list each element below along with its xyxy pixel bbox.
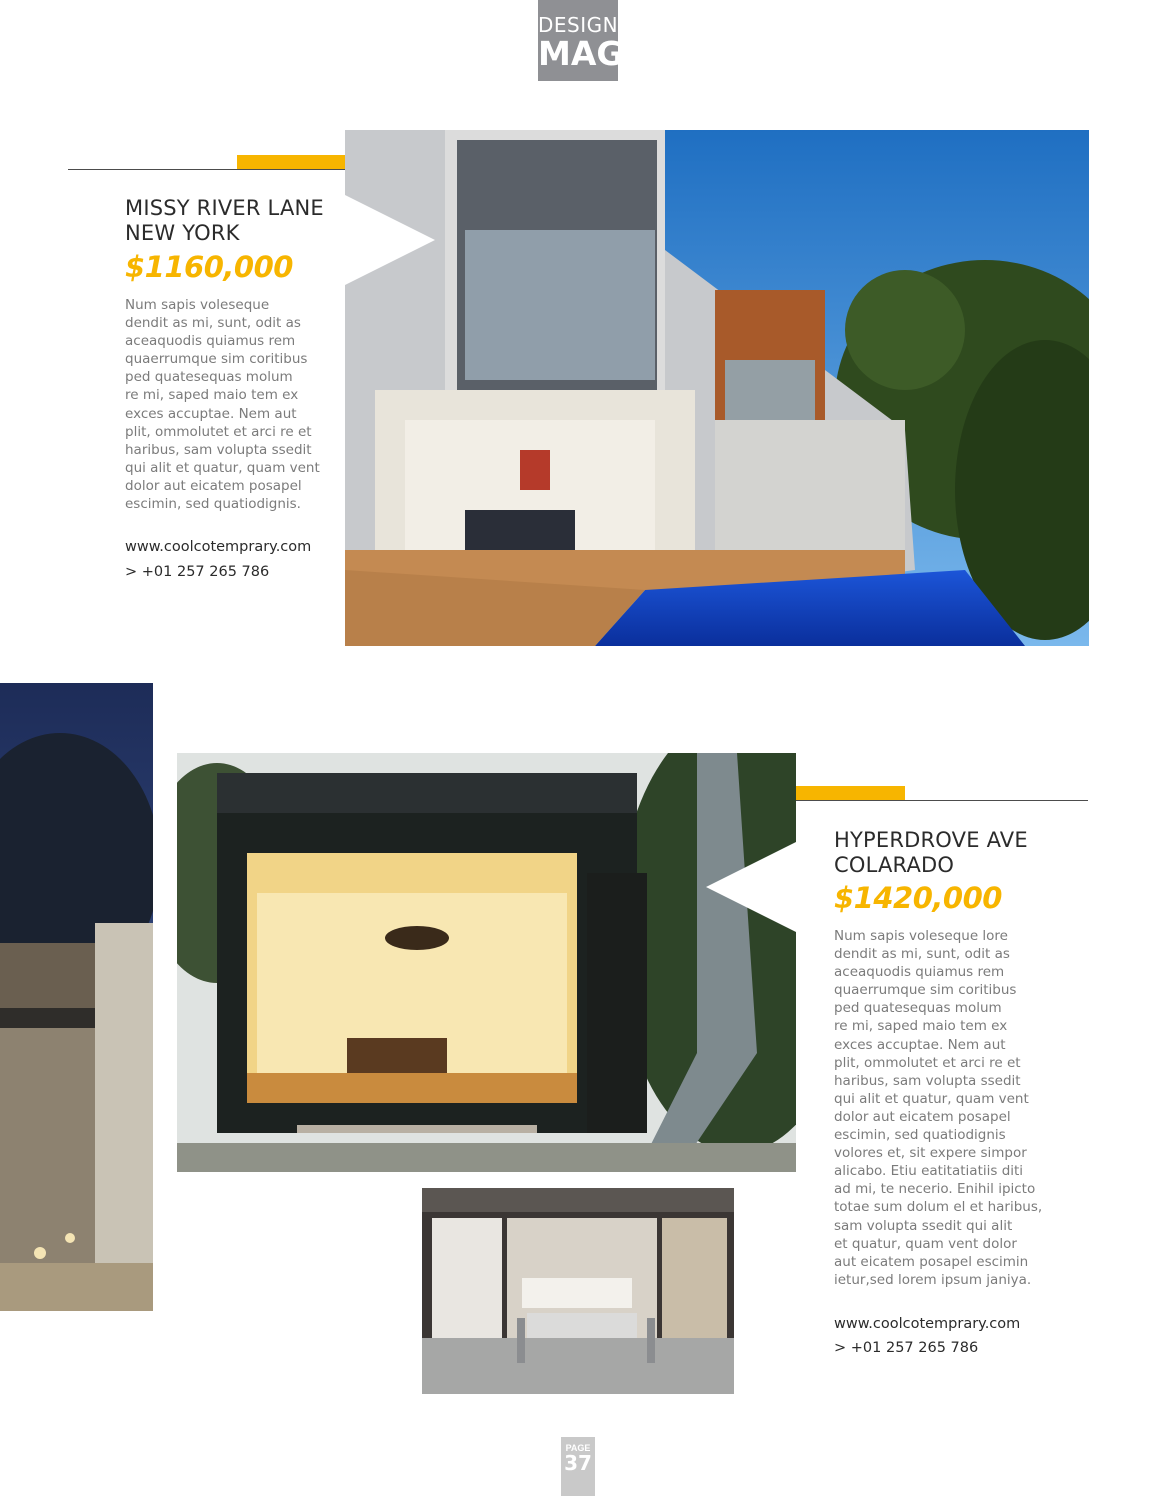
masthead-line2: MAG	[538, 34, 624, 73]
listing1-accent-bar	[237, 155, 346, 169]
listing1-description: Num sapis voleseque dendit as mi, sunt, odit as aceaquodis quiamus rem quaerrumque sim coritibus ped quatesequas molum re mi, saped maio tem ex exces accuptae. Nem aut plit, ommolutet et arci re et haribus, sam volupta ssedit qui alit et quatur, quam vent dolor aut eicatem posapel escimin, sed quatiodignis.	[125, 297, 320, 513]
page-number-box	[561, 1437, 595, 1496]
listing1-title-city: NEW YORK	[125, 221, 240, 245]
listing2-phone: > +01 257 265 786	[834, 1340, 979, 1356]
listing2-pointer-notch	[706, 842, 796, 932]
listing1-rule	[68, 169, 346, 170]
page-label: PAGE	[565, 1443, 591, 1453]
listing1-pointer-notch	[345, 195, 437, 285]
listing2-website-link[interactable]: www.coolcotemprary.com	[834, 1316, 1021, 1332]
masthead-logo	[538, 0, 624, 81]
listing2-rule	[796, 800, 1088, 801]
listing1-title	[125, 196, 345, 246]
listing1-phone: > +01 257 265 786	[125, 564, 270, 580]
listing2-description: Num sapis voleseque lore dendit as mi, sunt, odit as aceaquodis quiamus rem quaerrumque sim coritibus ped quatesequas molum re mi, saped maio tem ex exces accuptae. Nem aut plit, ommolutet et arci re et haribus, sam volupta ssedit qui alit et quatur, quam vent dolor aut eicatem posapel escimin, sed quatiodignis volores et, sit expere simpor alicabo. Etiu eatitatiatiis diti ad mi, te necerio. Enihil ipicto totae sum dolum el et haribus, sam volupta ssedit qui alit et quatur, quam vent dolor aut eicatem posapel escimin ietur,sed lorem ipsum janiya.	[834, 928, 1043, 1288]
page-number: 37	[564, 1451, 592, 1475]
listing1-title-street: MISSY RIVER LANE	[125, 196, 324, 220]
masthead-line1: DESIGN	[538, 13, 619, 37]
listing2-title	[834, 828, 1074, 878]
listing2-price: $1420,000	[834, 881, 1002, 915]
listing1-price: $1160,000	[125, 250, 293, 284]
listing2-living-room-photo	[177, 753, 796, 1172]
listing2-title-city: COLARADO	[834, 853, 955, 877]
listing1-photo	[345, 130, 1089, 646]
listing2-title-street: HYPERDROVE AVE	[834, 828, 1028, 852]
listing2-accent-bar	[796, 786, 905, 800]
listing2-dining-photo	[422, 1188, 734, 1394]
listing2-exterior-photo	[0, 683, 153, 1311]
listing1-website-link[interactable]: www.coolcotemprary.com	[125, 539, 312, 555]
